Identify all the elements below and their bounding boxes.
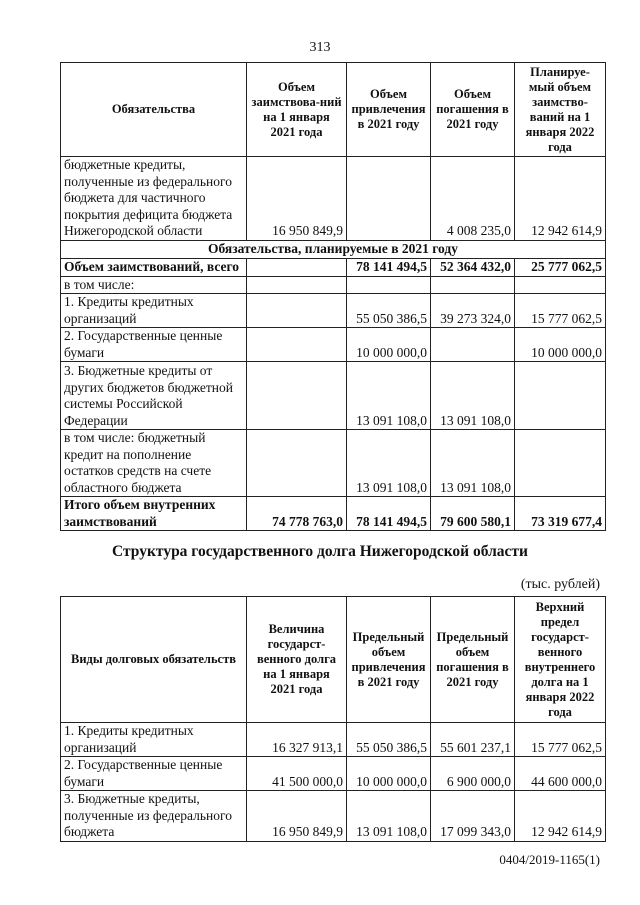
row-label: 2. Государственные ценные бумаги xyxy=(61,757,247,791)
cell-value xyxy=(431,328,515,362)
units-label: (тыс. рублей) xyxy=(520,577,600,592)
column-header: Предельный объем погашения в 2021 году xyxy=(431,597,515,723)
row-label: 1. Кредиты кредитных организаций xyxy=(61,294,247,328)
column-header: Предельный объем привлечения в 2021 году xyxy=(347,597,431,723)
row-label: 3. Бюджетные кредиты от других бюджетов бюджетной системы Российской Федерации xyxy=(61,362,247,430)
cell-value: 13 091 108,0 xyxy=(347,791,431,842)
table-row xyxy=(61,791,606,842)
table-row xyxy=(61,294,606,328)
cell-value: 15 777 062,5 xyxy=(515,723,606,757)
page-number: 313 xyxy=(309,40,331,55)
table-row xyxy=(61,723,606,757)
row-label: бюджетные кредиты, полученные из федерального бюджета для частичного покрытия дефицита бюджета Нижегородской области xyxy=(61,157,247,241)
cell-value xyxy=(247,294,347,328)
cell-value: 55 601 237,1 xyxy=(431,723,515,757)
cell-value: 52 364 432,0 xyxy=(431,258,515,276)
cell-value xyxy=(247,258,347,276)
column-header: Планируе-мый объем заимство-ваний на 1 января 2022 года xyxy=(515,63,606,157)
cell-value: 13 091 108,0 xyxy=(347,430,431,497)
cell-value: 15 777 062,5 xyxy=(515,294,606,328)
cell-value xyxy=(347,276,431,294)
cell-value: 79 600 580,1 xyxy=(431,497,515,531)
cell-value: 4 008 235,0 xyxy=(431,157,515,241)
cell-value: 16 950 849,9 xyxy=(247,791,347,842)
row-label: 3. Бюджетные кредиты, полученные из федерального бюджета xyxy=(61,791,247,842)
cell-value: 25 777 062,5 xyxy=(515,258,606,276)
cell-value: 13 091 108,0 xyxy=(431,430,515,497)
column-header: Верхний предел государст-венного внутреннего долга на 1 января 2022 года xyxy=(515,597,606,723)
cell-value: 10 000 000,0 xyxy=(515,328,606,362)
cell-value xyxy=(431,276,515,294)
cell-value: 12 942 614,9 xyxy=(515,791,606,842)
document-code: 0404/2019-1165(1) xyxy=(499,852,600,867)
table-row xyxy=(61,157,606,241)
cell-value: 13 091 108,0 xyxy=(347,362,431,430)
table-row xyxy=(61,362,606,430)
cell-value: 6 900 000,0 xyxy=(431,757,515,791)
column-header: Обязательства xyxy=(61,63,247,157)
cell-value: 17 099 343,0 xyxy=(431,791,515,842)
cell-value xyxy=(515,362,606,430)
table-header-row xyxy=(61,597,606,723)
cell-value xyxy=(247,362,347,430)
table-row xyxy=(61,258,606,276)
cell-value: 74 778 763,0 xyxy=(247,497,347,531)
cell-value: 78 141 494,5 xyxy=(347,258,431,276)
cell-value: 10 000 000,0 xyxy=(347,757,431,791)
section-row xyxy=(61,240,606,258)
obligations-table xyxy=(60,62,606,531)
cell-value: 44 600 000,0 xyxy=(515,757,606,791)
table-row xyxy=(61,497,606,531)
cell-value xyxy=(247,430,347,497)
cell-value: 10 000 000,0 xyxy=(347,328,431,362)
column-header: Объем заимствова-ний на 1 января 2021 года xyxy=(247,63,347,157)
table-header-row xyxy=(61,63,606,157)
row-label: Объем заимствований, всего xyxy=(61,258,247,276)
cell-value xyxy=(347,157,431,241)
cell-value xyxy=(515,430,606,497)
section-title: Обязательства, планируемые в 2021 году xyxy=(61,240,606,258)
cell-value: 16 950 849,9 xyxy=(247,157,347,241)
cell-value xyxy=(515,276,606,294)
cell-value: 73 319 677,4 xyxy=(515,497,606,531)
table-row xyxy=(61,276,606,294)
row-label: в том числе: xyxy=(61,276,247,294)
table-row xyxy=(61,430,606,497)
row-label: Итого объем внутренних заимствований xyxy=(61,497,247,531)
cell-value: 16 327 913,1 xyxy=(247,723,347,757)
column-header: Объем привлечения в 2021 году xyxy=(347,63,431,157)
row-label: в том числе: бюджетный кредит на пополнение остатков средств на счете областного бюджета xyxy=(61,430,247,497)
cell-value: 55 050 386,5 xyxy=(347,723,431,757)
cell-value: 78 141 494,5 xyxy=(347,497,431,531)
debt-structure-table xyxy=(60,596,606,842)
table-row xyxy=(61,328,606,362)
cell-value: 41 500 000,0 xyxy=(247,757,347,791)
column-header: Виды долговых обязательств xyxy=(61,597,247,723)
cell-value: 55 050 386,5 xyxy=(347,294,431,328)
cell-value: 13 091 108,0 xyxy=(431,362,515,430)
column-header: Объем погашения в 2021 году xyxy=(431,63,515,157)
row-label: 1. Кредиты кредитных организаций xyxy=(61,723,247,757)
row-label: 2. Государственные ценные бумаги xyxy=(61,328,247,362)
cell-value xyxy=(247,276,347,294)
cell-value xyxy=(247,328,347,362)
structure-title: Структура государственного долга Нижегородской области xyxy=(112,543,528,560)
table-row xyxy=(61,757,606,791)
cell-value: 12 942 614,9 xyxy=(515,157,606,241)
column-header: Величина государст-венного долга на 1 января 2021 года xyxy=(247,597,347,723)
cell-value: 39 273 324,0 xyxy=(431,294,515,328)
